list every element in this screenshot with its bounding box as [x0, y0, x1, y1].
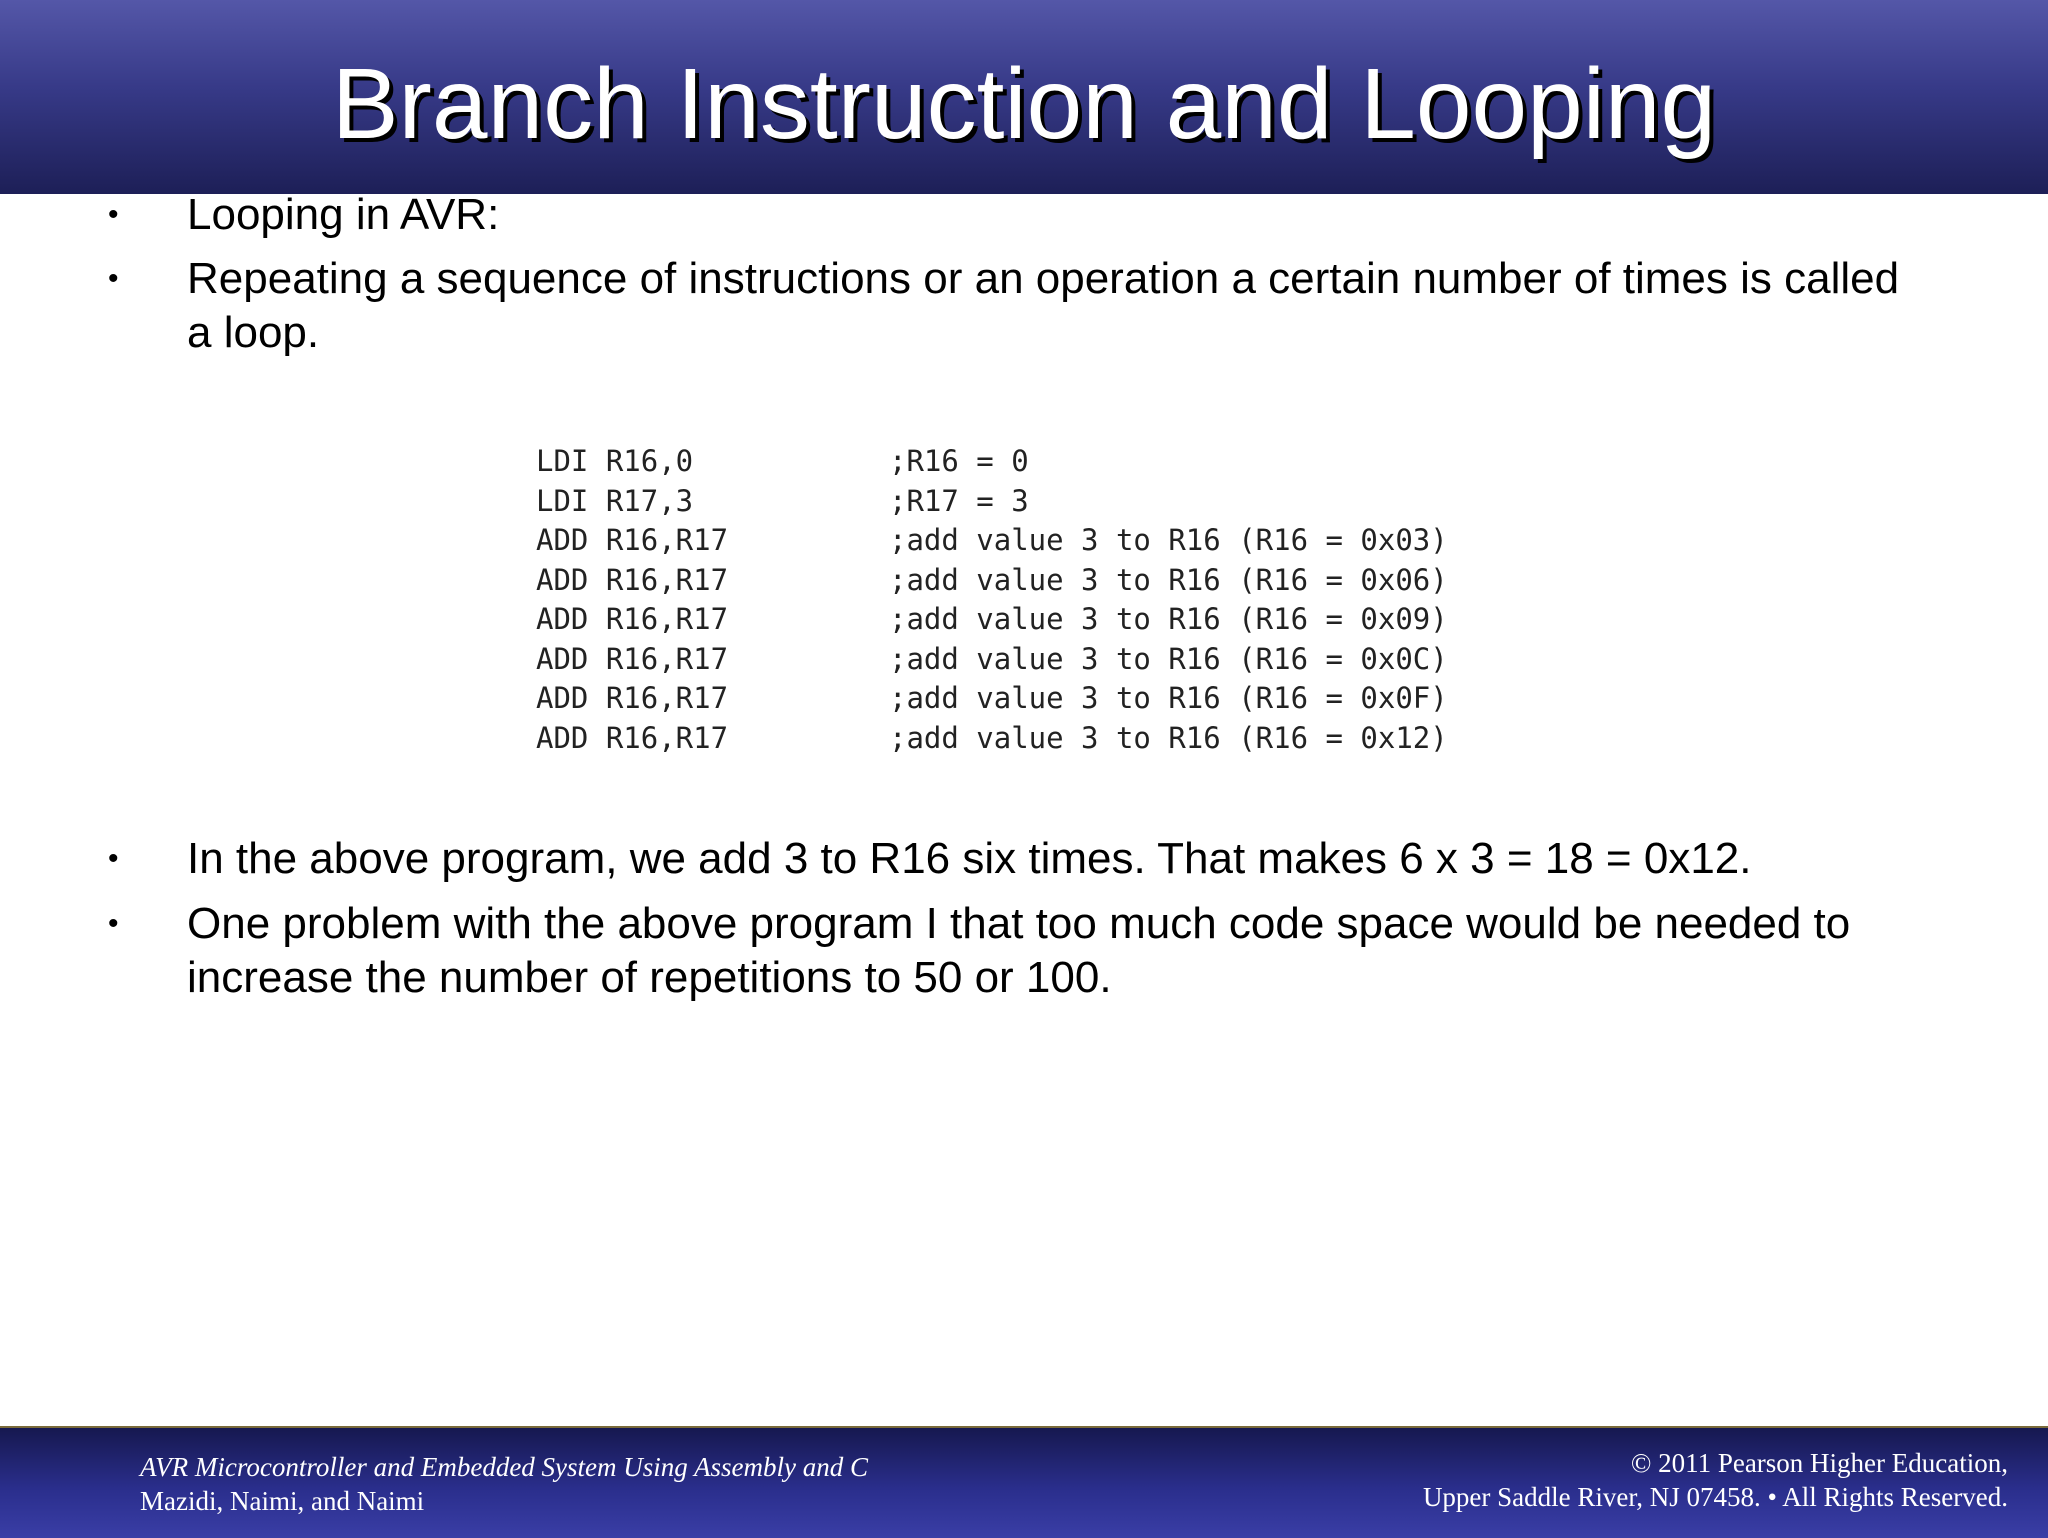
bullet-marker: •	[108, 842, 119, 875]
code-line	[536, 482, 1029, 522]
code-line	[536, 679, 1448, 719]
code-instruction: ADD R16,R17	[536, 681, 729, 715]
code-instruction: LDI R17,3	[536, 483, 694, 518]
code-comment: ;R17 = 3	[889, 483, 1029, 518]
code-comment: ;add value 3 to R16 (R16 = 0x03)	[889, 523, 1448, 557]
code-instruction: ADD R16,R17	[536, 523, 729, 557]
code-line	[536, 521, 1448, 561]
bullet-marker: •	[108, 198, 119, 231]
bullet-text: Looping in AVR:	[187, 190, 500, 239]
slide-header	[0, 0, 2048, 194]
code-instruction: LDI R16,0	[536, 444, 694, 478]
code-instruction: ADD R16,R17	[536, 641, 729, 676]
bullet-text: In the above program, we add 3 to R16 six times. That makes 6 x 3 = 18 = 0x12.	[187, 834, 1752, 883]
code-listing	[536, 442, 1448, 758]
code-comment: ;add value 3 to R16 (R16 = 0x0F)	[889, 681, 1448, 715]
footer-book-title: AVR Microcontroller and Embedded System Using Assembly and C	[140, 1452, 869, 1482]
code-comment: ;R16 = 0	[889, 444, 1029, 478]
code-comment: ;add value 3 to R16 (R16 = 0x09)	[889, 602, 1448, 636]
code-line	[536, 719, 1448, 759]
code-instruction: ADD R16,R17	[536, 562, 729, 597]
code-instruction: ADD R16,R17	[536, 602, 729, 636]
footer-copyright	[1423, 1446, 2008, 1514]
bullet-marker: •	[108, 907, 119, 940]
slide-title: Branch Instruction and Looping	[331, 48, 1717, 160]
code-comment: ;add value 3 to R16 (R16 = 0x12)	[889, 720, 1448, 755]
slide-footer	[0, 1426, 2048, 1538]
bullet-marker: •	[108, 262, 119, 295]
code-line	[536, 600, 1448, 640]
code-line	[536, 561, 1448, 601]
footer-copyright-line2: Upper Saddle River, NJ 07458. • All Rights Reserved.	[1422, 1482, 2008, 1512]
code-line	[536, 640, 1448, 680]
footer-authors: Mazidi, Naimi, and Naimi	[140, 1486, 425, 1516]
code-line	[536, 442, 1029, 482]
code-comment: ;add value 3 to R16 (R16 = 0x0C)	[889, 641, 1448, 676]
bullet-text: Repeating a sequence of instructions or an operation a certain number of times is called a loop.	[187, 254, 1900, 357]
bullet-text: One problem with the above program I that too much code space would be needed to increase the number of repetitions to 50 or 100.	[187, 899, 1851, 1002]
code-comment: ;add value 3 to R16 (R16 = 0x06)	[889, 562, 1448, 597]
code-instruction: ADD R16,R17	[536, 720, 729, 755]
footer-citation	[140, 1450, 868, 1518]
footer-copyright-line1: © 2011 Pearson Higher Education,	[1630, 1448, 2008, 1478]
